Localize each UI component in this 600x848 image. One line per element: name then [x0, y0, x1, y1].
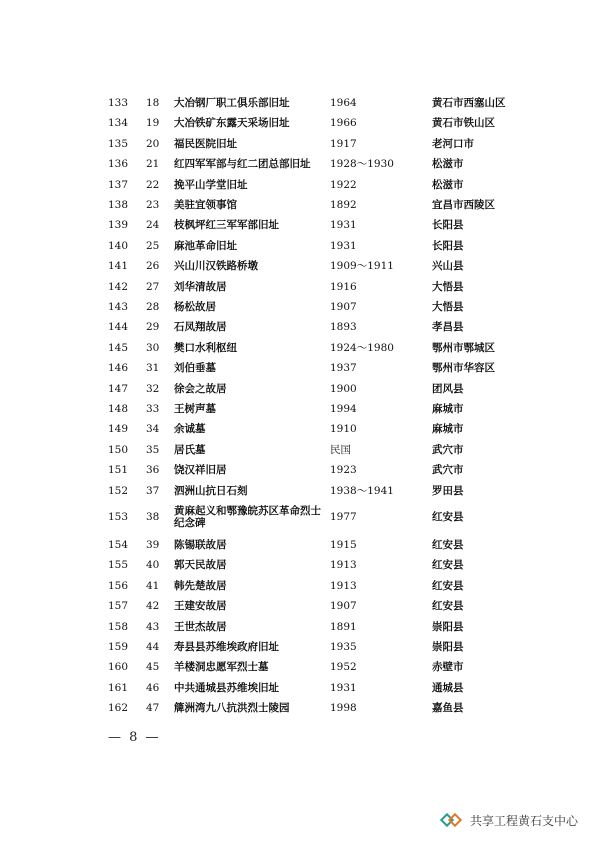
site-year: 1966	[330, 117, 357, 130]
site-year: 1937	[330, 362, 357, 375]
row-number: 135	[108, 137, 129, 150]
site-name: 美驻宜领事馆	[174, 199, 237, 211]
row-subnumber: 33	[146, 403, 160, 415]
site-location: 长阳县	[432, 219, 464, 232]
site-year: 1891	[330, 620, 357, 633]
site-location: 老河口市	[432, 137, 474, 150]
site-location: 松滋市	[432, 158, 464, 171]
row-number: 155	[108, 559, 129, 572]
site-year: 1931	[330, 239, 357, 252]
site-year: 1900	[330, 382, 357, 395]
table-row	[0, 423, 600, 443]
table-row	[0, 661, 600, 681]
row-number: 147	[108, 382, 129, 395]
row-number: 152	[108, 484, 129, 497]
site-location: 孝昌县	[432, 321, 464, 334]
site-name: 王建安故居	[174, 600, 227, 613]
site-year: 1916	[330, 280, 357, 293]
site-location: 黄石市西塞山区	[432, 97, 506, 109]
table-row	[0, 580, 600, 600]
site-name: 陈锡联故居	[174, 539, 227, 551]
row-number: 133	[108, 97, 129, 109]
site-year: 1892	[330, 199, 357, 211]
row-subnumber: 43	[146, 620, 160, 633]
site-name: 杨松故居	[174, 301, 216, 313]
site-name: 刘伯垂墓	[174, 362, 216, 375]
site-name: 枝枫坪红三军军部旧址	[174, 219, 279, 232]
row-subnumber: 24	[146, 219, 160, 232]
row-subnumber: 38	[146, 511, 160, 523]
row-subnumber: 36	[146, 464, 160, 477]
site-year: 1964	[330, 97, 357, 109]
site-name: 王世杰故居	[174, 620, 227, 633]
site-location: 黄石市铁山区	[432, 117, 495, 130]
site-location: 长阳县	[432, 239, 464, 252]
site-location: 崇阳县	[432, 620, 464, 633]
row-subnumber: 26	[146, 260, 160, 273]
site-year: 1938～1941	[330, 484, 394, 497]
site-location: 红安县	[432, 579, 464, 592]
site-year: 1998	[330, 702, 357, 715]
row-subnumber: 31	[146, 362, 160, 375]
site-year: 1994	[330, 403, 357, 415]
site-location: 罗田县	[432, 484, 464, 497]
site-location: 团风县	[432, 382, 464, 395]
row-number: 154	[108, 539, 129, 551]
site-location: 红安县	[432, 539, 464, 551]
footer-watermark	[442, 811, 578, 829]
site-name: 羊楼洞忠愿军烈士墓	[174, 661, 269, 674]
site-year: 1935	[330, 641, 357, 653]
table-row	[0, 179, 600, 199]
site-name: 大冶钢厂职工俱乐部旧址	[174, 97, 290, 109]
row-subnumber: 45	[146, 661, 160, 674]
row-number: 150	[108, 443, 129, 456]
row-number: 139	[108, 219, 129, 232]
row-number: 146	[108, 362, 129, 375]
page-number: — 8 —	[108, 730, 161, 745]
site-name: 麻池革命旧址	[174, 239, 237, 252]
site-year: 1977	[330, 511, 357, 523]
site-location: 嘉鱼县	[432, 702, 464, 715]
site-name: 福民医院旧址	[174, 137, 237, 150]
site-location: 红安县	[432, 559, 464, 572]
row-number: 153	[108, 511, 129, 523]
site-year: 1909～1911	[330, 260, 394, 273]
site-location: 大悟县	[432, 301, 464, 313]
row-subnumber: 18	[146, 97, 160, 109]
row-number: 136	[108, 158, 129, 171]
row-number: 140	[108, 239, 129, 252]
site-year: 1928～1930	[330, 158, 394, 171]
site-year: 1913	[330, 559, 357, 572]
site-name: 红四军军部与红二团总部旧址	[174, 158, 311, 171]
row-subnumber: 25	[146, 239, 160, 252]
site-location: 大悟县	[432, 280, 464, 293]
table-row	[0, 444, 600, 464]
site-location: 麻城市	[432, 403, 464, 415]
row-number: 134	[108, 117, 129, 130]
row-number: 159	[108, 641, 129, 653]
table-row	[0, 321, 600, 341]
site-name: 兴山川汉铁路桥墩	[174, 260, 258, 273]
row-subnumber: 46	[146, 681, 160, 694]
site-name: 中共通城县苏维埃旧址	[174, 681, 279, 694]
site-location: 麻城市	[432, 423, 464, 436]
table-row	[0, 97, 600, 117]
table-row	[0, 219, 600, 239]
site-name: 王树声墓	[174, 403, 216, 415]
table-row	[0, 682, 600, 702]
row-subnumber: 20	[146, 137, 160, 150]
row-subnumber: 39	[146, 539, 160, 551]
site-location: 赤壁市	[432, 661, 464, 674]
row-number: 162	[108, 702, 129, 715]
row-number: 149	[108, 423, 129, 436]
site-year: 1915	[330, 539, 357, 551]
row-number: 156	[108, 579, 129, 592]
row-number: 158	[108, 620, 129, 633]
table-row	[0, 362, 600, 382]
table-row	[0, 240, 600, 260]
table-row	[0, 260, 600, 280]
table-row	[0, 138, 600, 158]
site-location: 武穴市	[432, 464, 464, 477]
site-name: 居氏墓	[174, 443, 206, 456]
table-row	[0, 464, 600, 484]
site-name: 郭天民故居	[174, 559, 227, 572]
site-year: 1910	[330, 423, 357, 436]
site-year: 民国	[330, 443, 351, 456]
table-row	[0, 158, 600, 178]
site-name: 大冶铁矿东露天采场旧址	[174, 117, 290, 130]
row-number: 145	[108, 341, 129, 354]
table-row	[0, 559, 600, 579]
row-number: 143	[108, 301, 129, 313]
row-number: 142	[108, 280, 129, 293]
row-subnumber: 34	[146, 423, 160, 436]
row-subnumber: 27	[146, 280, 160, 293]
site-year: 1952	[330, 661, 357, 674]
site-year: 1917	[330, 137, 357, 150]
row-subnumber: 37	[146, 484, 160, 497]
site-location: 鄂州市鄂城区	[432, 341, 495, 354]
table-row	[0, 281, 600, 301]
diamond-logo-icon	[442, 813, 464, 827]
table-row	[0, 539, 600, 559]
site-year: 1922	[330, 178, 357, 191]
row-subnumber: 28	[146, 301, 160, 313]
site-location: 红安县	[432, 600, 464, 613]
site-year: 1923	[330, 464, 357, 477]
site-year: 1931	[330, 219, 357, 232]
row-number: 157	[108, 600, 129, 613]
row-subnumber: 19	[146, 117, 160, 130]
row-subnumber: 44	[146, 641, 160, 653]
site-year: 1907	[330, 600, 357, 613]
site-year: 1924～1980	[330, 341, 394, 354]
table-row	[0, 403, 600, 423]
site-year: 1893	[330, 321, 357, 334]
row-subnumber: 23	[146, 199, 160, 211]
site-location: 红安县	[432, 511, 464, 523]
site-location: 松滋市	[432, 178, 464, 191]
table-row	[0, 342, 600, 362]
site-name: 簰洲湾九八抗洪烈士陵园	[174, 702, 290, 715]
row-subnumber: 30	[146, 341, 160, 354]
site-name: 石凤翔故居	[174, 321, 227, 334]
row-subnumber: 29	[146, 321, 160, 334]
row-number: 151	[108, 464, 129, 477]
row-number: 144	[108, 321, 129, 334]
table-row	[0, 600, 600, 620]
row-subnumber: 42	[146, 600, 160, 613]
row-number: 137	[108, 178, 129, 191]
row-number: 138	[108, 199, 129, 211]
site-name: 泗洲山抗日石刻	[174, 484, 248, 497]
site-name: 挽平山学堂旧址	[174, 178, 248, 191]
site-year: 1907	[330, 301, 357, 313]
site-location: 崇阳县	[432, 641, 464, 653]
site-location: 宜昌市西陵区	[432, 199, 495, 211]
row-subnumber: 21	[146, 158, 160, 171]
site-name: 徐会之故居	[174, 382, 227, 395]
row-subnumber: 47	[146, 702, 160, 715]
site-name: 韩先楚故居	[174, 579, 227, 592]
site-location: 鄂州市华容区	[432, 362, 495, 375]
table-row	[0, 641, 600, 661]
table-row	[0, 383, 600, 403]
site-location: 武穴市	[432, 443, 464, 456]
site-name: 余诚墓	[174, 423, 206, 436]
row-number: 141	[108, 260, 129, 273]
table-row	[0, 301, 600, 321]
row-subnumber: 22	[146, 178, 160, 191]
row-subnumber: 35	[146, 443, 160, 456]
footer-text: 共享工程黄石支中心	[469, 813, 578, 828]
site-year: 1931	[330, 681, 357, 694]
row-number: 161	[108, 681, 129, 694]
site-location: 兴山县	[432, 260, 464, 273]
row-number: 148	[108, 403, 129, 415]
row-subnumber: 32	[146, 382, 160, 395]
table-row	[0, 485, 600, 505]
site-name: 刘华清故居	[174, 280, 227, 293]
site-location: 通城县	[432, 681, 464, 694]
table-row	[0, 199, 600, 219]
row-number: 160	[108, 661, 129, 674]
site-name: 饶汉祥旧居	[174, 464, 227, 477]
site-name: 黄麻起义和鄂豫皖苏区革命烈士纪念碑	[174, 505, 321, 529]
table-row	[0, 621, 600, 641]
site-year: 1913	[330, 579, 357, 592]
table-row	[0, 505, 600, 529]
table-row	[0, 702, 600, 722]
site-name: 寿县县苏维埃政府旧址	[174, 641, 279, 653]
site-name: 樊口水利枢纽	[174, 341, 237, 354]
row-subnumber: 41	[146, 579, 160, 592]
table-row	[0, 117, 600, 137]
row-subnumber: 40	[146, 559, 160, 572]
